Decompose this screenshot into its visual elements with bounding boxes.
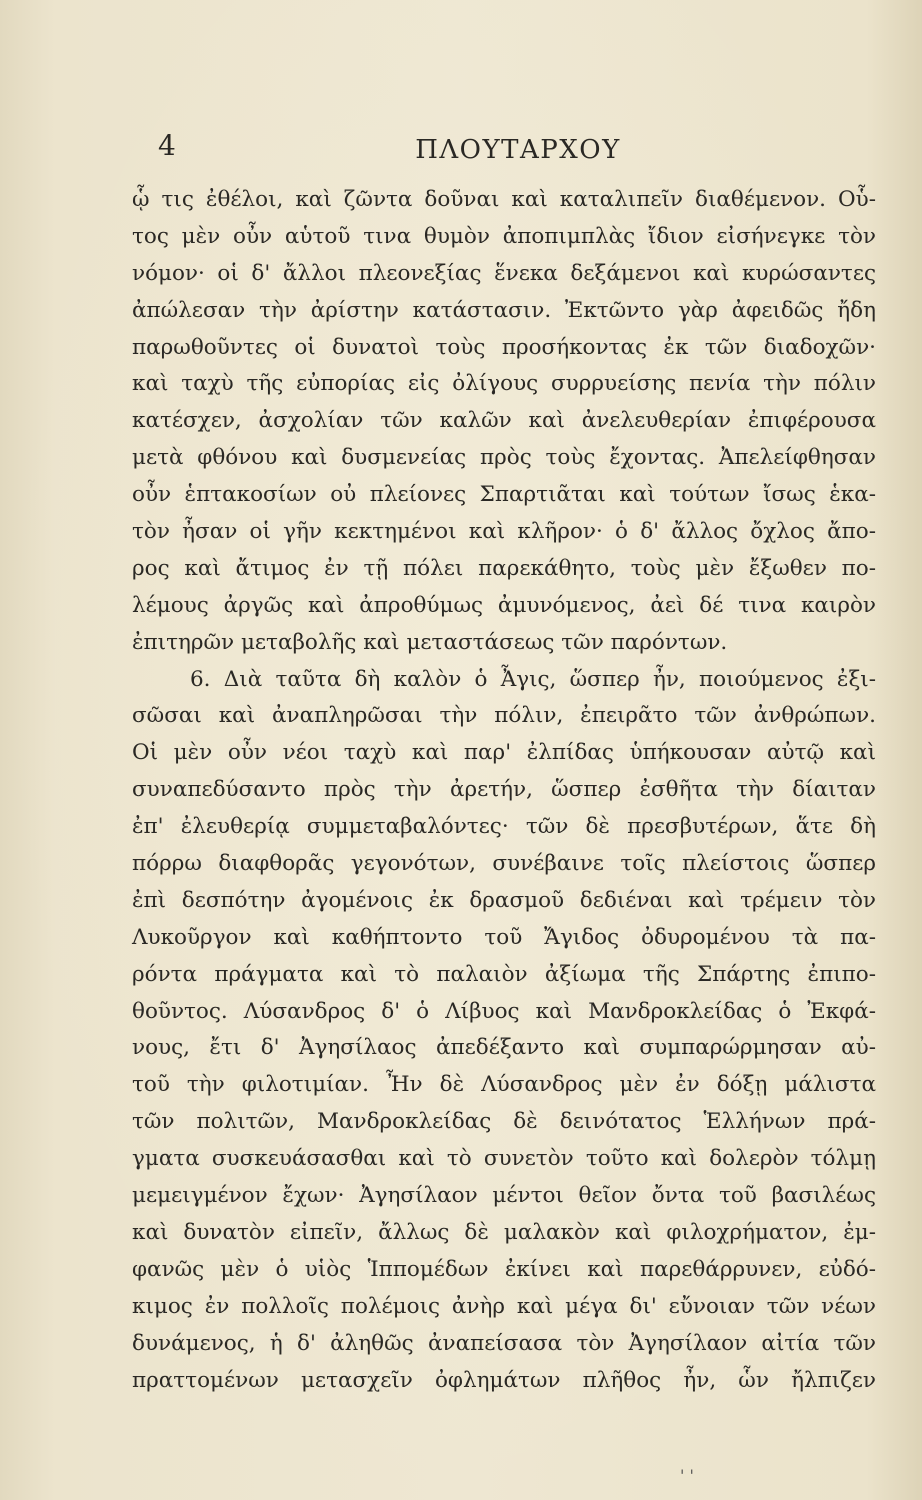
text-line: νόμον· οἱ δ' ἄλλοι πλεονεξίας ἕνεκα δεξάμενοι καὶ κυρώσαντες bbox=[132, 260, 876, 286]
text-line: φανῶς μὲν ὁ υἱὸς Ἱππομέδων ἐκίνει καὶ παρεθάρρυνεν, εὐδό- bbox=[132, 1256, 876, 1282]
page-number: 4 bbox=[158, 129, 176, 162]
text-line: γματα συσκευάσασθαι καὶ τὸ συνετὸν τοῦτο καὶ δολερὸν τόλμῃ bbox=[132, 1146, 876, 1172]
text-line: συναπεδύσαντο πρὸς τὴν ἀρετήν, ὥσπερ ἐσθῆτα τὴν δίαιταν bbox=[132, 777, 876, 803]
text-line: μεμειγμένον ἔχων· Ἀγησίλαον μέντοι θεῖον ὄντα τοῦ βασιλέως bbox=[132, 1183, 876, 1209]
text-line: ἐπιτηρῶν μεταβολῆς καὶ μεταστάσεως τῶν παρόντων. bbox=[132, 629, 728, 655]
text-line: κατέσχεν, ἀσχολίαν τῶν καλῶν καὶ ἀνελευθερίαν ἐπιφέρουσα bbox=[132, 408, 876, 434]
text-line: τὸν ἦσαν οἱ γῆν κεκτημένοι καὶ κλῆρον· ὁ δ' ἄλλος ὄχλος ἄπο- bbox=[132, 519, 876, 545]
text-line: ρος καὶ ἄτιμος ἐν τῇ πόλει παρεκάθητο, τοὺς μὲν ἔξωθεν πο- bbox=[132, 555, 876, 581]
text-line: δυνάμενος, ἡ δ' ἀληθῶς ἀναπείσασα τὸν Ἀγησίλαον αἰτία τῶν bbox=[132, 1330, 876, 1356]
text-line: σῶσαι καὶ ἀναπληρῶσαι τὴν πόλιν, ἐπειρᾶτο τῶν ἀνθρώπων. bbox=[132, 703, 876, 729]
text-line: τοῦ τὴν φιλοτιμίαν. Ἦν δὲ Λύσανδρος μὲν ἐν δόξῃ μάλιστα bbox=[132, 1072, 876, 1098]
text-line: λέμους ἀργῶς καὶ ἀπροθύμως ἀμυνόμενος, ἀεὶ δέ τινα καιρὸν bbox=[132, 592, 876, 618]
text-line: οὖν ἑπτακοσίων οὐ πλείονες Σπαρτιᾶται καὶ τούτων ἴσως ἑκα- bbox=[132, 482, 876, 508]
text-line: καὶ ταχὺ τῆς εὐπορίας εἰς ὀλίγους συρρυείσης πενία τὴν πόλιν bbox=[132, 371, 876, 397]
text-line: μετὰ φθόνου καὶ δυσμενείας πρὸς τοὺς ἔχοντας. Ἀπελείφθησαν bbox=[132, 445, 876, 471]
text-line: θοῦντος. Λύσανδρος δ' ὁ Λίβυος καὶ Μανδροκλείδας ὁ Ἐκφά- bbox=[132, 998, 876, 1024]
text-line: ἀπώλεσαν τὴν ἀρίστην κατάστασιν. Ἐκτῶντο γὰρ ἀφειδῶς ἤδη bbox=[132, 297, 876, 323]
section-start-line: 6. Διὰ ταῦτα δὴ καλὸν ὁ Ἆγις, ὥσπερ ἦν, ποιούμενος ἐξι- bbox=[190, 666, 876, 692]
footer-mark: ' ' bbox=[680, 1466, 694, 1485]
text-line: πραττομένων μετασχεῖν ὀφλημάτων πλῆθος ἦν, ὧν ἤλπιζεν bbox=[132, 1367, 876, 1393]
text-line: πόρρω διαφθορᾶς γεγονότων, συνέβαινε τοῖς πλείστοις ὥσπερ bbox=[132, 851, 876, 877]
body-text bbox=[132, 182, 876, 1399]
text-line: καὶ δυνατὸν εἰπεῖν, ἄλλως δὲ μαλακὸν καὶ φιλοχρήματον, ἐμ- bbox=[132, 1219, 876, 1245]
text-line: ἐπὶ δεσπότην ἀγομένοις ἐκ δρασμοῦ δεδιέναι καὶ τρέμειν τὸν bbox=[132, 887, 876, 913]
text-line: ἐπ' ἐλευθερίᾳ συμμεταβαλόντες· τῶν δὲ πρεσβυτέρων, ἅτε δὴ bbox=[132, 814, 876, 840]
running-head bbox=[158, 128, 878, 168]
text-line: ρόντα πράγματα καὶ τὸ παλαιὸν ἀξίωμα τῆς Σπάρτης ἐπιπο- bbox=[132, 961, 876, 987]
text-line: κιμος ἐν πολλοῖς πολέμοις ἀνὴρ καὶ μέγα δι' εὔνοιαν τῶν νέων bbox=[132, 1293, 876, 1319]
text-line: Οἱ μὲν οὖν νέοι ταχὺ καὶ παρ' ἐλπίδας ὑπήκουσαν αὐτῷ καὶ bbox=[132, 740, 876, 766]
text-line: τῶν πολιτῶν, Μανδροκλείδας δὲ δεινότατος Ἑλλήνων πρά- bbox=[132, 1109, 876, 1135]
text-line: παρωθοῦντες οἱ δυνατοὶ τοὺς προσήκοντας ἐκ τῶν διαδοχῶν· bbox=[132, 334, 876, 360]
text-line: Λυκοῦργον καὶ καθήπτοντο τοῦ Ἄγιδος ὀδυρομένου τὰ πα- bbox=[132, 924, 876, 950]
running-title: ΠΛΟΥΤΑΡΧΟΥ bbox=[415, 135, 621, 165]
text-line: ᾧ τις ἐθέλοι, καὶ ζῶντα δοῦναι καὶ καταλιπεῖν διαθέμενον. Οὗ- bbox=[132, 187, 876, 212]
text-line: τος μὲν οὖν αὑτοῦ τινα θυμὸν ἀποπιμπλὰς ἴδιον εἰσήνεγκε τὸν bbox=[132, 223, 876, 249]
text-line: νους, ἔτι δ' Ἀγησίλαος ἀπεδέξαντο καὶ συμπαρώρμησαν αὐ- bbox=[132, 1035, 876, 1061]
